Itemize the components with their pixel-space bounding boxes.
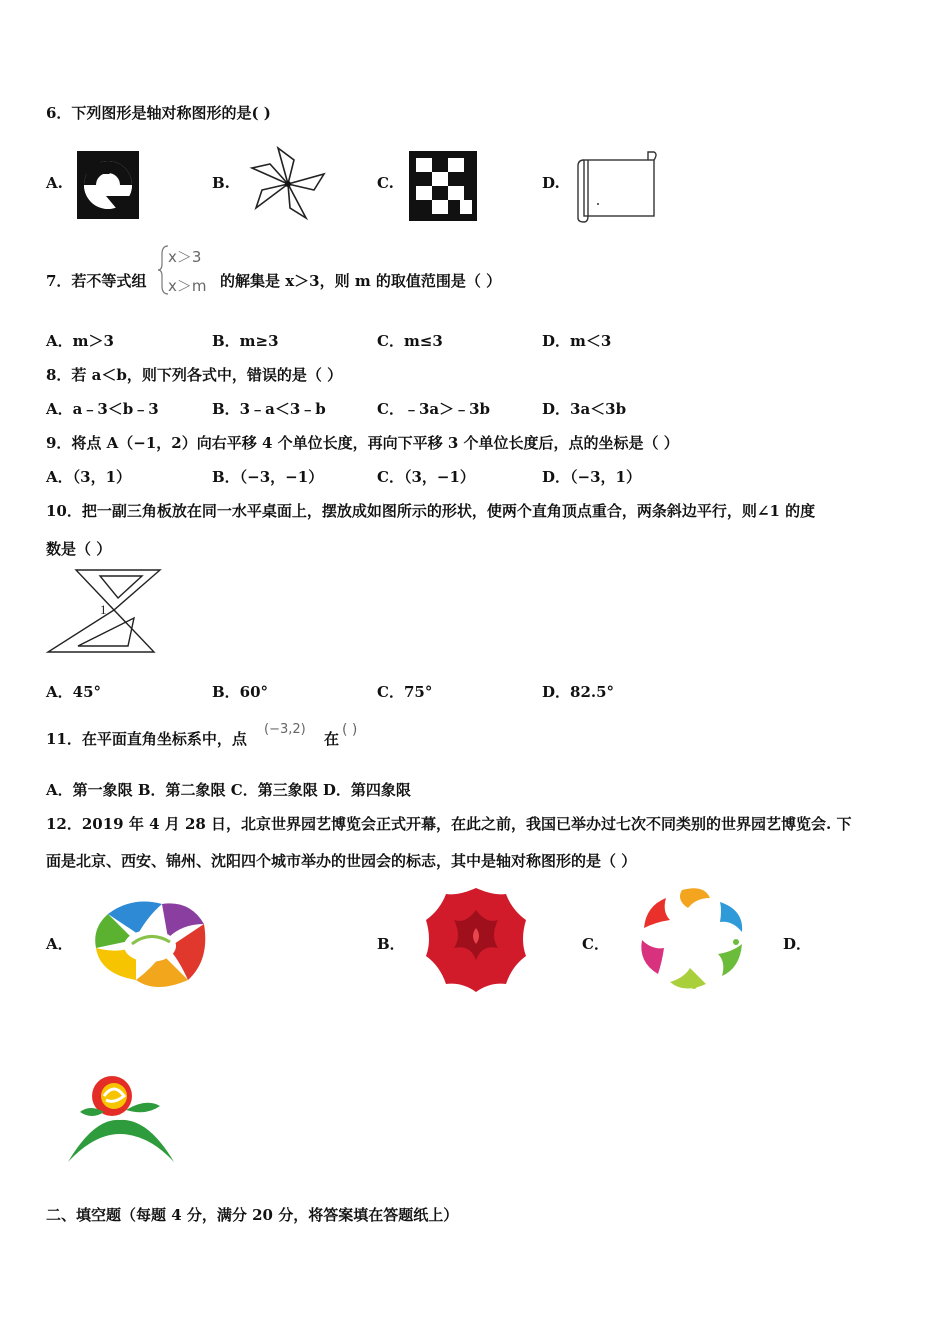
q6-option-c-label: C.: [377, 174, 394, 192]
q9-stem: 9．将点 A（−1，2）向右平移 4 个单位长度，再向下平移 3 个单位长度后，点的坐标是（ ）: [46, 434, 679, 452]
q12-logo-c-jinzhou: [636, 884, 750, 996]
q7-system-line-1: x＞3: [168, 248, 202, 266]
q8-option-c: C．﹣3a＞﹣3b: [377, 400, 491, 418]
q6-option-b-label: B.: [212, 174, 230, 192]
q12-logo-a-beijing: [92, 894, 210, 994]
q12-option-d-label: D．: [783, 935, 812, 953]
q10-option-c: C．75°: [377, 683, 433, 701]
q9-option-a: A．（3，1）: [46, 468, 132, 486]
q10-triangle-rulers-figure: [44, 566, 164, 656]
q12-option-b-label: B．: [377, 935, 405, 953]
section-2-title: 二、填空题（每题 4 分，满分 20 分，将答案填在答题纸上）: [46, 1206, 459, 1224]
q10-angle-1-label: 1: [100, 602, 107, 617]
q10-stem-line-2: 数是（ ）: [46, 540, 112, 558]
q12-stem-line-1: 12．2019 年 4 月 28 日，北京世界园艺博览会正式开幕，在此之前，我国已举办过七次不同类别的世界园艺博览会. 下: [46, 815, 852, 833]
q6-figure-b-pinwheel: [248, 146, 328, 222]
q7-option-c: C．m≤3: [377, 332, 443, 350]
q10-option-d: D．82.5°: [542, 683, 615, 701]
q10-option-b: B．60°: [212, 683, 269, 701]
q7-option-b: B．m≥3: [212, 332, 279, 350]
q9-option-b: B．（−3，−1）: [212, 468, 324, 486]
q8-option-b: B．3﹣a＜3﹣b: [212, 400, 326, 418]
q7-system-line-2: x＞m: [168, 277, 207, 295]
q8-option-d: D．3a＜3b: [542, 400, 627, 418]
q6-option-d-label: D.: [542, 174, 560, 192]
q7-stem-prefix: 7．若不等式组: [46, 272, 147, 290]
q6-figure-a-swirl-emblem: [76, 150, 140, 220]
q10-stem-line-1: 10．把一副三角板放在同一水平桌面上，摆放成如图所示的形状，使两个直角顶点重合，两条斜边平行，则∠1 的度: [46, 502, 816, 520]
q11-stem-mid: 在: [324, 730, 340, 748]
q8-stem: 8．若 a＜b，则下列各式中，错误的是（ ）: [46, 366, 343, 384]
q6-figure-c-checker-square: [408, 150, 478, 222]
q11-stem-prefix: 11．在平面直角坐标系中，点: [46, 730, 247, 748]
q12-stem-line-2: 面是北京、西安、锦州、沈阳四个城市举办的世园会的标志，其中是轴对称图形的是（ ）: [46, 852, 637, 870]
q11-options: A．第一象限 B．第二象限 C．第三象限 D．第四象限: [46, 781, 411, 799]
q11-answer-paren: ( ): [342, 722, 358, 738]
q8-option-a: A．a﹣3＜b﹣3: [46, 400, 159, 418]
q9-option-c: C．（3，−1）: [377, 468, 475, 486]
q9-option-d: D．（−3，1）: [542, 468, 641, 486]
q7-option-a: A．m＞3: [46, 332, 114, 350]
q10-option-a: A．45°: [46, 683, 102, 701]
q7-option-d: D．m＜3: [542, 332, 612, 350]
q11-point-coordinates: (−3,2): [264, 722, 306, 737]
q6-figure-d-scroll: [572, 150, 662, 224]
q7-stem-suffix: 的解集是 x＞3，则 m 的取值范围是（ ）: [220, 272, 502, 290]
q12-option-c-label: C．: [582, 935, 609, 953]
q12-option-a-label: A．: [46, 935, 73, 953]
q12-logo-d-shenyang: [64, 1072, 176, 1166]
q12-logo-b-xian: [420, 884, 532, 996]
q6-stem: 6．下列图形是轴对称图形的是( ): [46, 104, 271, 122]
q6-option-a-label: A.: [46, 174, 63, 192]
